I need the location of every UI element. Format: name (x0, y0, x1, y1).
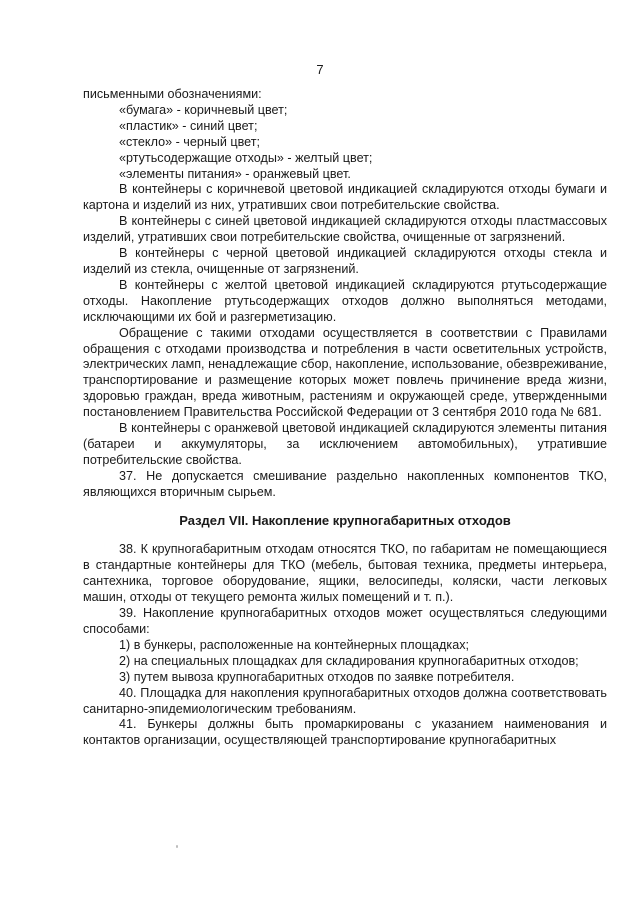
color-list (83, 103, 607, 183)
scan-mark (176, 845, 178, 848)
paragraph-brown-containers: В контейнеры с коричневой цветовой индикацией складируются отходы бумаги и картона и изделий из них, утративших свои потребительские свойства. (83, 182, 607, 213)
color-list-item: «бумага» - коричневый цвет; (119, 102, 288, 117)
paragraph-method-3: 3) путем вывоза крупногабаритных отходов по заявке потребителя. (119, 669, 515, 684)
paragraph-item-38: 38. К крупногабаритным отходам относятся ТКО, по габаритам не помещающиеся в стандартные контейнеры для ТКО (мебель, бытовая техника, предметы интерьера, сантехника, торговое оборудование, ящики, велосипеды, коляски, части легковых машин, отходы от текущего ремонта жилых помещений и т. п.). (83, 542, 607, 605)
paragraph-item-39: 39. Накопление крупногабаритных отходов может осуществляться следующими способами: (83, 606, 607, 636)
paragraph-method-1: 1) в бункеры, расположенные на контейнерных площадках; (119, 637, 469, 652)
color-list-item: «стекло» - черный цвет; (119, 134, 260, 149)
paragraph-yellow-containers: В контейнеры с желтой цветовой индикацией складируются ртутьсодержащие отходы. Накопление ртутьсодержащих отходов должно выполняться методами, исключающими их бой и разгерметизацию. (83, 277, 607, 324)
color-list-item: «пластик» - синий цвет; (119, 118, 258, 133)
section-title: Раздел VII. Накопление крупногабаритных отходов (179, 512, 511, 528)
color-list-item: «элементы питания» - оранжевый цвет. (119, 166, 351, 181)
paragraph-item-40: 40. Площадка для накопления крупногабаритных отходов должна соответствовать санитарно-эпидемиологическим требованиям. (83, 685, 607, 716)
paragraph-method-2: 2) на специальных площадках для складирования крупногабаритных отходов; (119, 653, 579, 668)
document-body (83, 87, 607, 749)
page-number: 7 (316, 62, 324, 77)
paragraph-blue-containers: В контейнеры с синей цветовой индикацией складируются отходы пластмассовых изделий, утративших свои потребительские свойства, очищенные от загрязнений. (83, 214, 607, 245)
paragraph-item-41: 41. Бункеры должны быть промаркированы с указанием наименования и контактов организации, осуществляющей транспортирование крупногабаритных (83, 717, 607, 748)
paragraph-black-containers: В контейнеры с черной цветовой индикацией складируются отходы стекла и изделий из стекла, очищенные от загрязнений. (83, 246, 607, 276)
paragraph-intro: письменными обозначениями: (83, 87, 262, 101)
paragraph-mercury-rules: Обращение с такими отходами осуществляется в соответствии с Правилами обращения с отходами производства и потребления в части осветительных устройств, электрических ламп, ненадлежащие сбор, накопление, использование, обезвреживание, транспортирование и размещение которых может повлечь причинение вреда жизни, здоровью граждан, вреда животным, растениям и окружающей среде, утвержденными постановлением Правительства Российской Федерации от 3 сентября 2010 года № 681. (83, 325, 607, 420)
paragraph-orange-containers: В контейнеры с оранжевой цветовой индикацией складируются элементы питания (батареи и аккумуляторы, за исключением автомобильных), утратившие потребительские свойства. (83, 421, 607, 467)
paragraph-item-37: 37. Не допускается смешивание раздельно накопленных компонентов ТКО, являющихся вторичным сырьем. (83, 468, 607, 499)
color-list-item: «ртутьсодержащие отходы» - желтый цвет; (119, 150, 373, 165)
